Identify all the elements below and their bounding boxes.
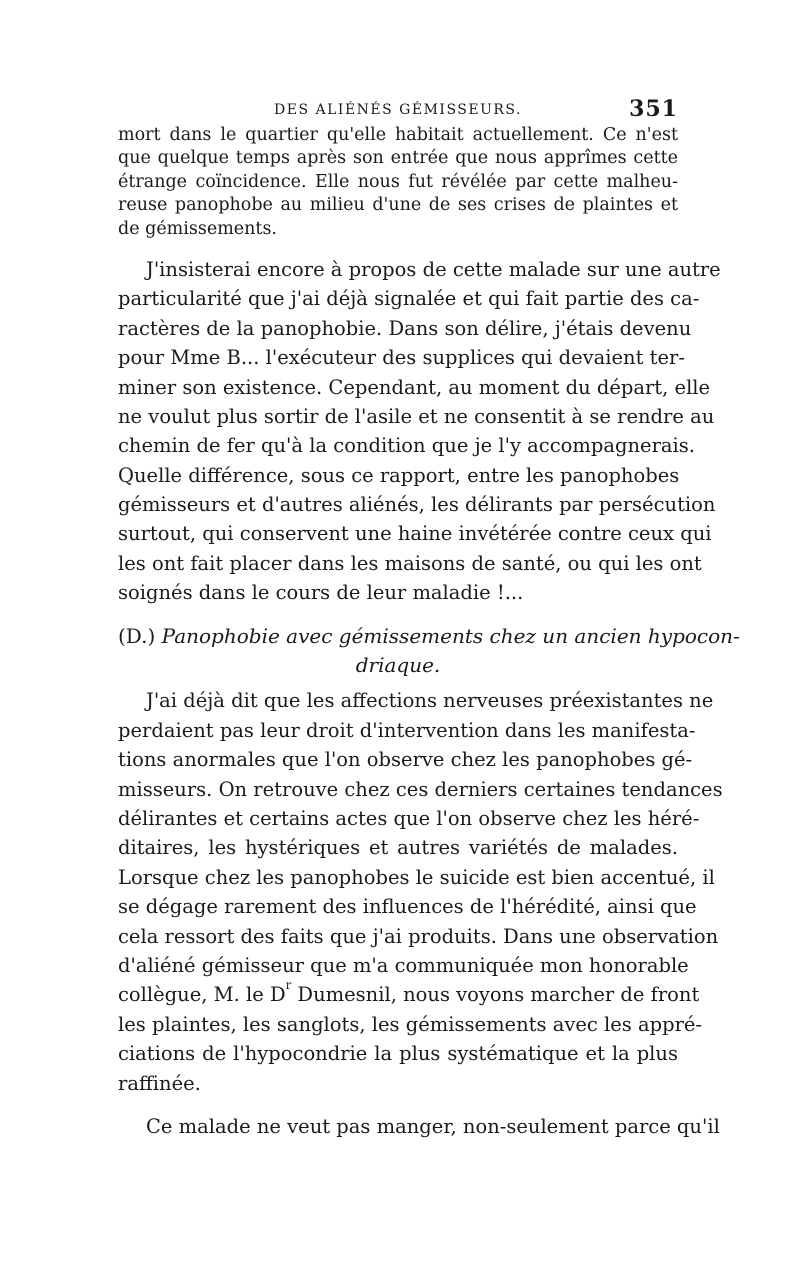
text-line: que quelque temps après son entrée que nous apprîmes cette xyxy=(118,148,678,169)
section-title: Panophobie avec gémissements chez un ancien hypocon- xyxy=(161,623,740,648)
text-line: surtout, qui conservent une haine invétérée contre ceux qui xyxy=(118,522,712,546)
text-line: Ce malade ne veut pas manger, non-seulement parce qu'il xyxy=(146,1114,720,1138)
text-fragment: Dumesnil, nous voyons marcher de front xyxy=(291,983,700,1007)
text-line: Quelle différence, sous ce rapport, entre les panophobes xyxy=(118,463,680,487)
text-fragment: collègue, M. le D xyxy=(118,983,286,1007)
text-line: particularité que j'ai déjà signalée et qui fait partie des ca- xyxy=(118,287,700,311)
text-line: miner son existence. Cependant, au moment du départ, elle xyxy=(118,375,711,399)
text-line: ractères de la panophobie. Dans son délire, j'étais devenu xyxy=(118,316,692,340)
text-line: gémisseurs et d'autres aliénés, les délirants par persécution xyxy=(118,493,716,517)
section-heading-line xyxy=(118,622,740,651)
paragraph xyxy=(118,1112,720,1141)
text-line: ditaires, les hystériques et autres variétés de malades. xyxy=(118,836,678,860)
book-page xyxy=(118,90,740,1141)
paragraph xyxy=(118,255,721,608)
text-line: tions anormales que l'on observe chez les panophobes gé- xyxy=(118,748,693,772)
superscript: r xyxy=(285,978,292,993)
text-line: pour Mme B... l'exécuteur des supplices qui devaient ter- xyxy=(118,346,685,370)
text-line: raffinée. xyxy=(118,1071,201,1095)
page-number: 351 xyxy=(629,96,678,122)
text-line: se dégage rarement des influences de l'hérédité, ainsi que xyxy=(118,895,697,919)
paragraph xyxy=(118,686,723,1097)
text-line: perdaient pas leur droit d'intervention dans les manifesta- xyxy=(118,718,696,742)
text-line: de gémissements. xyxy=(118,218,277,239)
text-line: délirantes et certains actes que l'on observe chez les héré- xyxy=(118,806,700,830)
paragraph-continued xyxy=(118,124,678,241)
running-head xyxy=(118,90,678,124)
text-line: chemin de fer qu'à la condition que je l'y accompagnerais. xyxy=(118,434,695,458)
running-title: DES ALIÉNÉS GÉMISSEURS. xyxy=(274,102,522,118)
text-line: étrange coïncidence. Elle nous fut révélée par cette malheu- xyxy=(118,171,678,192)
text-line: ciations de l'hypocondrie la plus systématique et la plus xyxy=(118,1042,678,1066)
text-line xyxy=(118,978,700,1009)
section-label: (D.) xyxy=(118,623,156,648)
section-title-continued: driaque. xyxy=(355,653,441,678)
text-line: Lorsque chez les panophobes le suicide est bien accentué, il xyxy=(118,865,715,889)
text-line: cela ressort des faits que j'ai produits. Dans une observation xyxy=(118,924,719,948)
text-line: J'ai déjà dit que les affections nerveuses préexistantes ne xyxy=(146,689,714,713)
text-line: les ont fait placer dans les maisons de santé, ou qui les ont xyxy=(118,551,702,575)
text-line: reuse panophobe au milieu d'une de ses crises de plaintes et xyxy=(118,195,678,216)
text-line: d'aliéné gémisseur que m'a communiquée mon honorable xyxy=(118,953,689,977)
text-line: les plaintes, les sanglots, les gémissements avec les appré- xyxy=(118,1012,703,1036)
text-line: mort dans le quartier qu'elle habitait actuellement. Ce n'est xyxy=(118,125,678,145)
section-heading xyxy=(118,622,740,681)
text-line: misseurs. On retrouve chez ces derniers certaines tendances xyxy=(118,777,723,801)
text-line: soignés dans le cours de leur maladie !... xyxy=(118,581,524,605)
text-line: J'insisterai encore à propos de cette malade sur une autre xyxy=(146,257,721,281)
text-line: ne voulut plus sortir de l'asile et ne consentit à se rendre au xyxy=(118,404,715,428)
